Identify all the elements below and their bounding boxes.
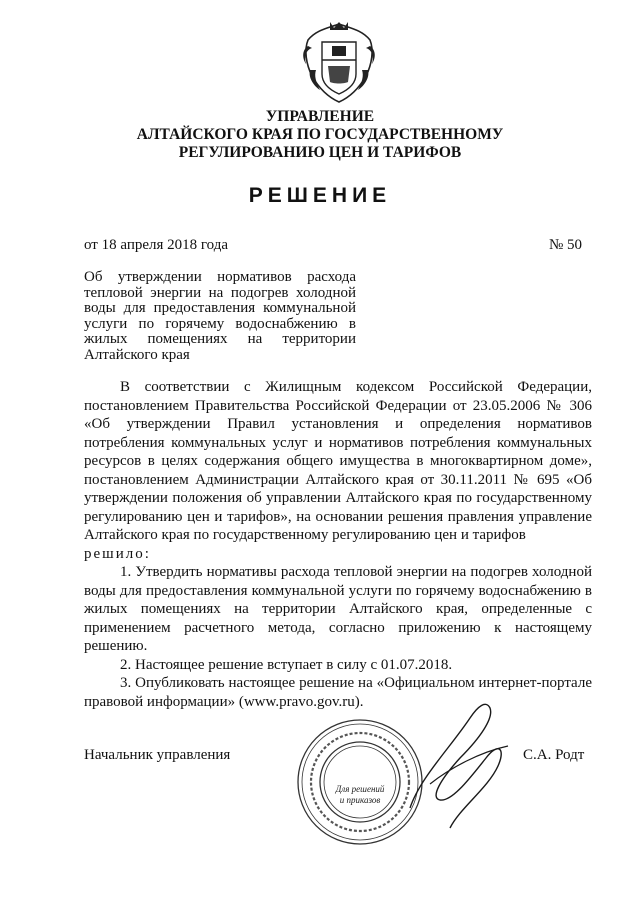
item-3: 3. Опубликовать настоящее решение на «Официальном интернет-портале правовой информации» (www.pravo.gov.ru). bbox=[84, 675, 592, 710]
handwritten-signature bbox=[390, 688, 520, 838]
signatory-name: С.А. Родт bbox=[523, 747, 585, 763]
stamp-center-text bbox=[325, 784, 395, 806]
item-1: 1. Утвердить нормативы расхода тепловой энергии на подогрев холодной воды для предоставления коммунальной услуги по горячему водоснабжению в жилых помещениях на территории Алтайского края, определенные с применением расчетного метода, согласно приложению к настоящему решению. bbox=[84, 564, 592, 654]
document-body bbox=[84, 378, 592, 711]
org-line-3: РЕГУЛИРОВАНИЮ ЦЕН И ТАРИФОВ bbox=[178, 144, 462, 161]
stamp-center-line-1: Для решений bbox=[335, 784, 385, 794]
org-line-1: УПРАВЛЕНИЕ bbox=[265, 108, 375, 125]
stamp-center-line-2: и приказов bbox=[339, 795, 381, 805]
issuing-authority bbox=[60, 108, 580, 162]
document-date: от 18 апреля 2018 года bbox=[84, 237, 229, 253]
document-type-title: РЕШЕНИЕ bbox=[248, 184, 392, 207]
org-line-2: АЛТАЙСКОГО КРАЯ ПО ГОСУДАРСТВЕННОМУ bbox=[136, 126, 504, 143]
preamble-paragraph: В соответствии с Жилищным кодексом Российской Федерации, постановлением Правительства Российской Федерации от 23.05.2006 № 306 «Об утверждении Правил установления и определения нормативов потребления коммунальных услуг и нормативов потребления коммунальных ресурсов в целях содержания общего имущества в многоквартирном доме», постановлением Администрации Алтайского края от 30.11.2011 № 695 «Об утверждении положения об управлении Алтайского края по государственному регулированию цен и тарифов», на основании решения правления управление Алтайского края по государственному регулированию цен и тарифов bbox=[84, 379, 592, 543]
resolved-word: решило: bbox=[84, 545, 151, 562]
document-subject: Об утверждении нормативов расхода тепловой энергии на подогрев холодной воды для предоставления коммунальной услуги по горячему водоснабжению в жилых помещениях на территории Алтайского края bbox=[84, 269, 356, 363]
item-2: 2. Настоящее решение вступает в силу с 01.07.2018. bbox=[120, 656, 453, 673]
document-number: № 50 bbox=[548, 237, 582, 253]
signatory-position: Начальник управления bbox=[84, 747, 231, 763]
coat-of-arms-emblem bbox=[298, 20, 380, 106]
